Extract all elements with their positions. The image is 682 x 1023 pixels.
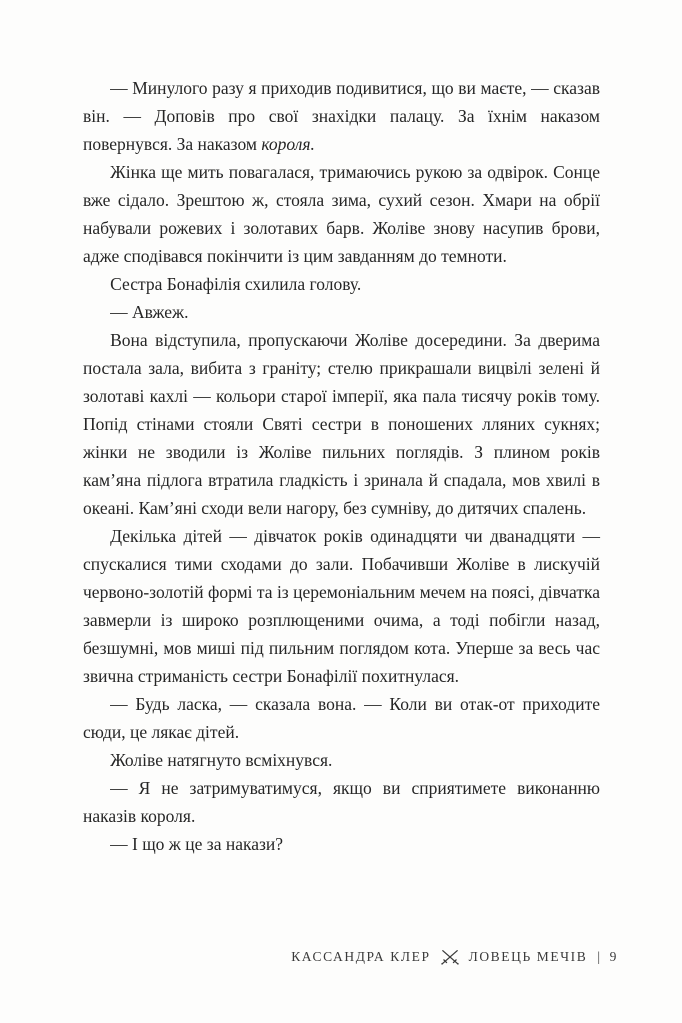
paragraph-text: — Минулого разу я приходив подивитися, що ви маєте, — сказав він. — Доповів про свої знахідки палацу. За їхнім наказом повернувся. За наказом <box>83 78 600 154</box>
paragraph: Сестра Бонафілія схилила голову. <box>110 274 362 294</box>
paragraph: — І що ж це за накази? <box>110 834 284 854</box>
paragraph-italic-text: короля. <box>261 134 315 154</box>
paragraph: Жоліве натягнуто всміхнувся. <box>110 750 333 770</box>
paragraph: Вона відступила, пропускаючи Жоліве досередини. За дверима постала зала, вибита з граніту; стелю прикрашали вицвілі зелені й золотаві кахлі — кольори старої імперії, яка пала тисячу років тому. Попід стінами стояли Святі сестри в поношених лляних сукнях; жінки не зводили із Жоліве пильних поглядів. З плином років кам’яна підлога втратила гладкість і зринала й спадала, мов хвилі в океані. Кам’яні сходи вели нагору, без сумніву, до дитячих спалень. <box>83 330 600 518</box>
page-text <box>83 74 600 858</box>
paragraph: — Будь ласка, — сказала вона. — Коли ви отак-от приходите сюди, це лякає дітей. <box>83 694 600 742</box>
footer-title: ЛОВЕЦЬ МЕЧІВ <box>468 949 588 964</box>
footer-author: КАССАНДРА КЛЕР <box>291 949 431 964</box>
page-footer <box>83 948 618 966</box>
paragraph: — Я не затримуватимуся, якщо ви сприятимете виконанню наказів короля. <box>83 778 600 826</box>
paragraph: Декілька дітей — дівчаток років одинадцяти чи дванадцяти — спускалися тими сходами до зали. Побачивши Жоліве в лискучій червоно-золотій формі та із церемоніальним мечем на поясі, дівчатка завмерли із широко розплющеними очима, а тоді побігли назад, безшумні, мов миші під пильним поглядом кота. Уперше за весь час звична стриманість сестри Бонафілії похитнулася. <box>83 526 600 686</box>
crossed-swords-icon <box>439 948 461 966</box>
paragraph: Жінка ще мить повагалася, тримаючись рукою за одвірок. Сонце вже сідало. Зрештою ж, стояла зима, сухий сезон. Хмари на обрії набували рожевих і золотавих барв. Жоліве знову насупив брови, адже сподівався покінчити із цим завданням до темноти. <box>83 162 600 266</box>
page-number: 9 <box>609 949 618 964</box>
paragraph: — Авжеж. <box>110 302 189 322</box>
paragraph <box>83 74 600 158</box>
footer-divider: | <box>597 949 602 964</box>
